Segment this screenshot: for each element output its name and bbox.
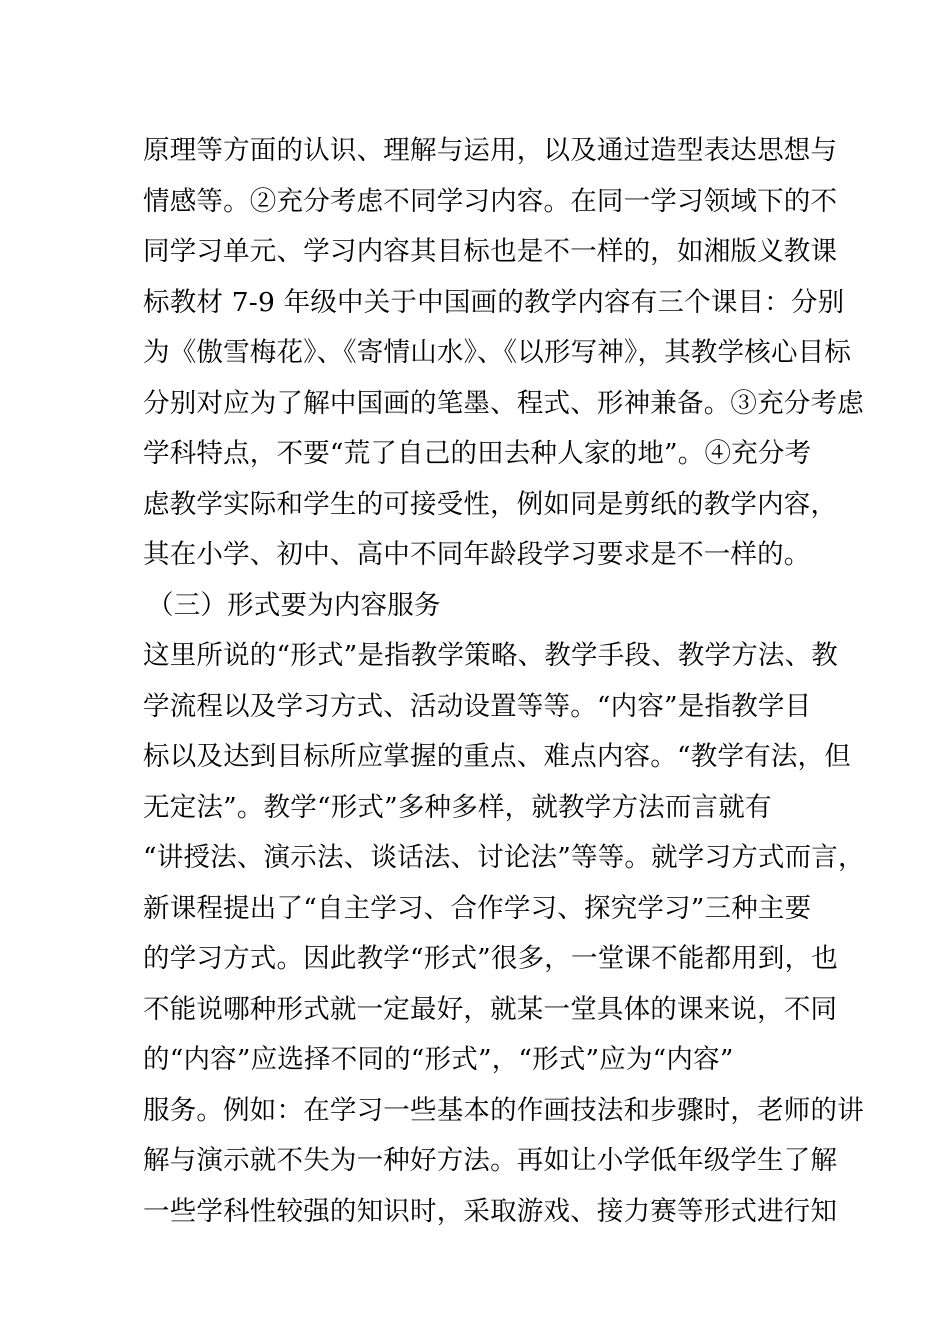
text-line: 同学习单元、学习内容其目标也是不一样的，如湘版义教课 xyxy=(143,236,838,267)
text-line: 情感等。②充分考虑不同学习内容。在同一学习领域下的不 xyxy=(143,185,838,217)
text-line: 服务。例如：在学习一些基本的作画技法和步骤时，老师的讲 xyxy=(143,1094,864,1126)
text-line: 分别对应为了解中国画的笔墨、程式、形神兼备。③充分考虑 xyxy=(143,387,864,419)
text-line: 无定法”。教学“形式”多种多样，就教学方法而言就有 xyxy=(143,791,772,823)
text-line: 标教材 7-9 年级中关于中国画的教学内容有三个课目：分别 xyxy=(143,286,845,318)
text-line: 为《傲雪梅花》、《寄情山水》、《以形写神》，其教学核心目标 xyxy=(143,337,852,368)
body-text xyxy=(143,126,865,1237)
text-line: 标以及达到目标所应掌握的重点、难点内容。“教学有法，但 xyxy=(143,741,851,772)
text-line: 其在小学、初中、高中不同年龄段学习要求是不一样的。 xyxy=(143,539,811,570)
text-line: 原理等方面的认识、理解与运用，以及通过造型表达思想与 xyxy=(143,135,838,166)
text-line: 这里所说的“形式”是指教学策略、教学手段、教学方法、教 xyxy=(143,640,838,671)
section-heading: （三）形式要为内容服务 xyxy=(147,589,441,621)
text-line: 的学习方式。因此教学“形式”很多，一堂课不能都用到，也 xyxy=(143,943,838,974)
text-line: 学流程以及学习方式、活动设置等等。“内容”是指教学目 xyxy=(143,690,812,722)
text-line: 学科特点，不要“荒了自己的田去种人家的地”。④充分考 xyxy=(143,438,812,469)
text-line: 新课程提出了“自主学习、合作学习、探究学习”三种主要 xyxy=(143,892,812,924)
text-line: 虑教学实际和学生的可接受性，例如同是剪纸的教学内容， xyxy=(143,488,838,520)
text-line: 不能说哪种形式就一定最好，就某一堂具体的课来说，不同 xyxy=(143,993,838,1025)
text-line: 一些学科性较强的知识时，采取游戏、接力赛等形式进行知 xyxy=(143,1195,838,1227)
text-line: 的“内容”应选择不同的“形式”，“形式”应为“内容” xyxy=(143,1044,734,1075)
text-line: “讲授法、演示法、谈话法、讨论法”等等。就学习方式而言， xyxy=(143,842,865,873)
text-line: 解与演示就不失为一种好方法。再如让小学低年级学生了解 xyxy=(143,1145,838,1176)
